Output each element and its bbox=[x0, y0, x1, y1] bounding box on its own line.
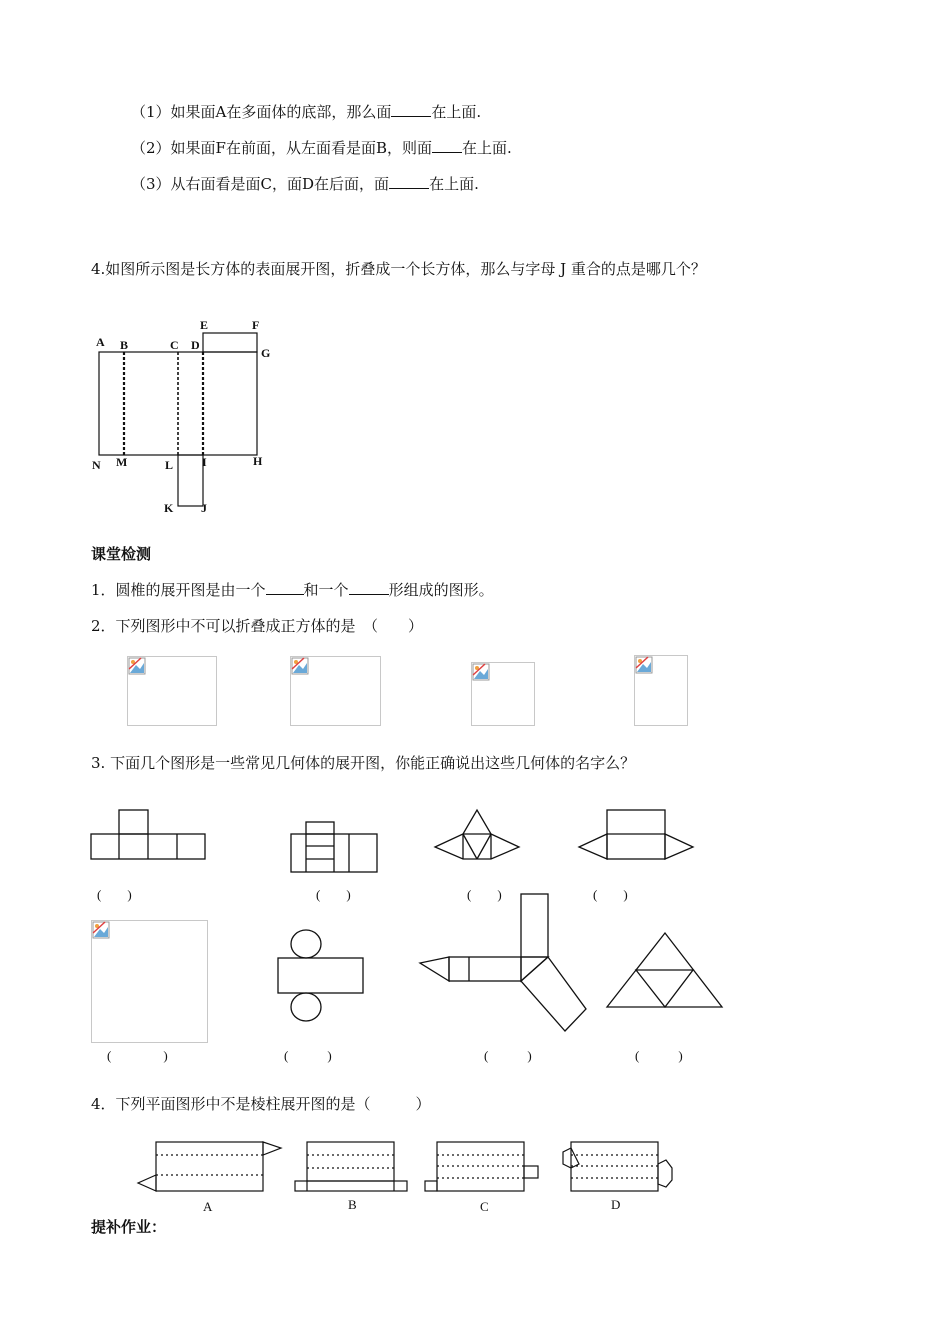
question-3-prefix: （3）从右面看是面C，面D在后面，面 bbox=[131, 175, 390, 193]
point-label: B bbox=[120, 338, 129, 352]
question-3-suffix: 在上面. bbox=[429, 175, 479, 193]
answer-parens[interactable]: ( ) bbox=[284, 1048, 332, 1063]
check-q1-part-b: 和一个 bbox=[303, 581, 349, 599]
question-2-suffix: 在上面. bbox=[461, 139, 512, 157]
point-label: C bbox=[170, 338, 179, 352]
answer-parens[interactable]: ( ) bbox=[316, 887, 351, 902]
question-1-prefix: （1）如果面A在多面体的底部，那么面 bbox=[131, 103, 392, 121]
point-label: N bbox=[92, 458, 101, 472]
answer-parens[interactable]: ( ) bbox=[593, 887, 628, 902]
check-q1-part-a: 1．圆椎的展开图是由一个 bbox=[91, 581, 266, 599]
option-label: A bbox=[203, 1199, 213, 1214]
homework-title: 提补作业： bbox=[91, 1218, 167, 1236]
check-q3: 3. 下面几个图形是一些常见几何体的展开图，你能正确说出这些几何体的名字么？ bbox=[91, 754, 636, 772]
check-q2: 2．下列图形中不可以折叠成正方体的是 （ ） bbox=[91, 617, 424, 635]
point-label: L bbox=[165, 458, 174, 472]
option-d-net bbox=[563, 1142, 672, 1191]
point-label: M bbox=[116, 455, 128, 469]
answer-parens[interactable]: ( ) bbox=[107, 1048, 168, 1063]
check-q1-part-c: 形组成的图形。 bbox=[388, 581, 494, 599]
question-2-prefix: （2）如果面F在前面，从左面看是面B，则面 bbox=[131, 139, 432, 157]
point-label: G bbox=[261, 346, 271, 360]
answer-parens[interactable]: ( ) bbox=[467, 887, 502, 902]
question-1-suffix: 在上面. bbox=[431, 103, 482, 121]
question-4-text: 4.如图所示图是长方体的表面展开图，折叠成一个长方体，那么与字母 J 重合的点是哪几个？ bbox=[91, 260, 706, 278]
option-c-net bbox=[425, 1142, 538, 1191]
point-label: J bbox=[201, 501, 207, 515]
point-label: A bbox=[96, 335, 105, 349]
point-label: I bbox=[202, 455, 207, 469]
option-label: D bbox=[611, 1197, 621, 1212]
option-b-net bbox=[295, 1142, 407, 1191]
point-label: F bbox=[252, 318, 260, 332]
answer-parens[interactable]: ( ) bbox=[97, 887, 132, 902]
point-label: K bbox=[164, 501, 174, 515]
answer-parens[interactable]: ( ) bbox=[484, 1048, 532, 1063]
option-label: C bbox=[480, 1199, 489, 1214]
option-a-net bbox=[138, 1142, 281, 1191]
point-label: H bbox=[253, 454, 263, 468]
answer-parens[interactable]: ( ) bbox=[635, 1048, 683, 1063]
section-title: 课堂检测 bbox=[91, 545, 152, 563]
point-label: D bbox=[191, 338, 200, 352]
option-label: B bbox=[348, 1197, 357, 1212]
point-label: E bbox=[200, 318, 209, 332]
check-q4: 4．下列平面图形中不是棱柱展开图的是（ ） bbox=[91, 1095, 431, 1113]
